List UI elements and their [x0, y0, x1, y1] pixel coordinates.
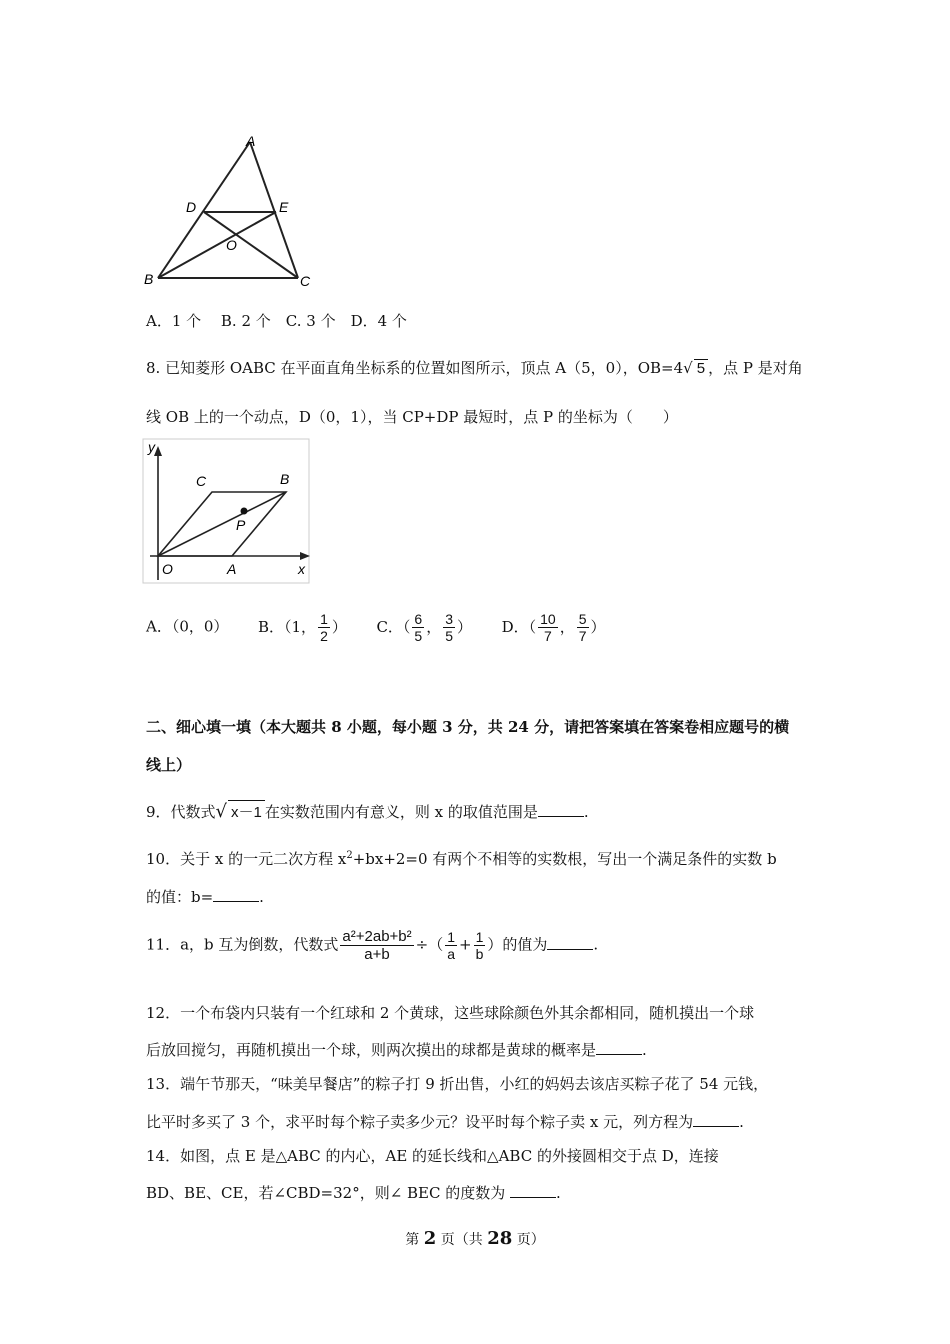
q8-text-a: 8. 已知菱形 OABC 在平面直角坐标系的位置如图所示，顶点 A（5，0），OB=4: [146, 359, 684, 377]
label-A: A: [246, 133, 256, 149]
label-D: D: [186, 199, 197, 215]
answer-blank: [538, 802, 584, 817]
label-O: O: [162, 561, 173, 577]
fraction: $\frac{6}{5}$: [414, 611, 423, 644]
answer-blank: [596, 1040, 642, 1055]
q8-option-c: C．（ $\frac{6}{5}$ ， $\frac{3}{5}$ ）: [376, 611, 473, 644]
q13-line2: 比平时多买了 3 个，求平时每个粽子卖多少元？设平时每个粽子卖 x 元，列方程为 .: [146, 1113, 744, 1131]
section2-heading-line2: 线上）: [146, 756, 192, 774]
q8-option-b: B．（1， $\frac{1}{2}$ ）: [257, 611, 347, 644]
label-x: x: [298, 561, 305, 577]
q10-line2: 的值：b= .: [146, 888, 264, 906]
q8-line1: [146, 357, 803, 378]
radical-icon: √: [215, 801, 228, 822]
label-P: P: [236, 517, 246, 533]
rhombus-coordinate-figure: [140, 438, 312, 586]
fraction: $\frac{3}{5}$: [445, 611, 454, 644]
q14-line2: BD、BE、CE，若∠CBD=32°，则∠ BEC 的度数为 .: [146, 1184, 561, 1202]
page-total: 28: [487, 1228, 513, 1249]
q12-line1: 12．一个布袋内只装有一个红球和 2 个黄球，这些球除颜色外其余都相同，随机摸出一个球: [146, 1004, 755, 1022]
triangle-figure: [140, 130, 330, 292]
fraction: $\frac{1}{a}$: [447, 929, 456, 962]
answer-blank: [547, 935, 593, 950]
q8-sqrt-value: 5: [694, 359, 708, 377]
q7-options: A．1 个 B. 2 个 C. 3 个 D．4 个: [146, 312, 407, 330]
label-C: C: [196, 473, 207, 489]
fraction: $\frac{5}{7}$: [578, 611, 587, 644]
q8-option-a: A．（0，0）: [146, 617, 229, 636]
q13-line1: 13．端午节那天，“味美早餐店”的粽子打 9 折出售，小红的妈妈去该店买粽子花了 54 元钱，: [146, 1075, 769, 1093]
q12-line2: 后放回搅匀，再随机摸出一个球，则两次摸出的球都是黄球的概率是 .: [146, 1041, 647, 1059]
q11-main-fraction: $\frac{\text{a²+2ab+b²}}{a+b}$: [342, 928, 412, 963]
label-A: A: [227, 561, 237, 577]
page-footer: 第 2 页（共 28 页）: [405, 1228, 545, 1249]
page-number: 2: [423, 1228, 437, 1249]
fraction: $\frac{1}{2}$: [320, 611, 328, 644]
fraction: $\frac{1}{b}$: [475, 929, 484, 962]
answer-blank: [510, 1183, 556, 1198]
label-O: O: [226, 237, 237, 253]
q8-text-b: ，点 P 是对角: [708, 359, 803, 377]
section2-heading-line1: 二、细心填一填（本大题共 8 小题，每小题 3 分，共 24 分，请把答案填在答案卷相应题号的横: [146, 718, 790, 736]
q14-line1: 14．如图，点 E 是△ABC 的内心，AE 的延长线和△ABC 的外接圆相交于点 D，连接: [146, 1147, 719, 1165]
q8-line2: 线 OB 上的一个动点，D（0，1），当 CP+DP 最短时，点 P 的坐标为（ ）: [146, 408, 678, 426]
label-E: E: [279, 199, 289, 215]
label-B: B: [280, 471, 290, 487]
fraction: $\frac{10}{7}$: [540, 611, 556, 644]
q9: 9．代数式√ x－1 在实数范围内有意义，则 x 的取值范围是 .: [146, 801, 589, 822]
q10-line1: 10．关于 x 的一元二次方程 $x^2+bx+2=0$ 有两个不相等的实数根，写出一个满足条件的实数 b: [146, 850, 777, 868]
q8-options: [146, 611, 606, 644]
answer-blank: [693, 1112, 739, 1127]
answer-blank: [213, 887, 259, 902]
q11: 11．a，b 互为倒数，代数式 $\frac{\text{a²+2ab+b²}}{a+b}$ ÷（ $\frac{1}{a}$ + $\frac{1}{b}$ ）的值为 .: [146, 928, 599, 963]
q8-option-d: D．（ $\frac{10}{7}$ ， $\frac{5}{7}$ ）: [501, 611, 606, 644]
q9-radicand: x－1: [228, 800, 265, 822]
label-y: y: [148, 439, 155, 455]
label-C: C: [300, 273, 311, 289]
radical-icon: √: [683, 359, 693, 377]
label-B: B: [144, 271, 154, 287]
